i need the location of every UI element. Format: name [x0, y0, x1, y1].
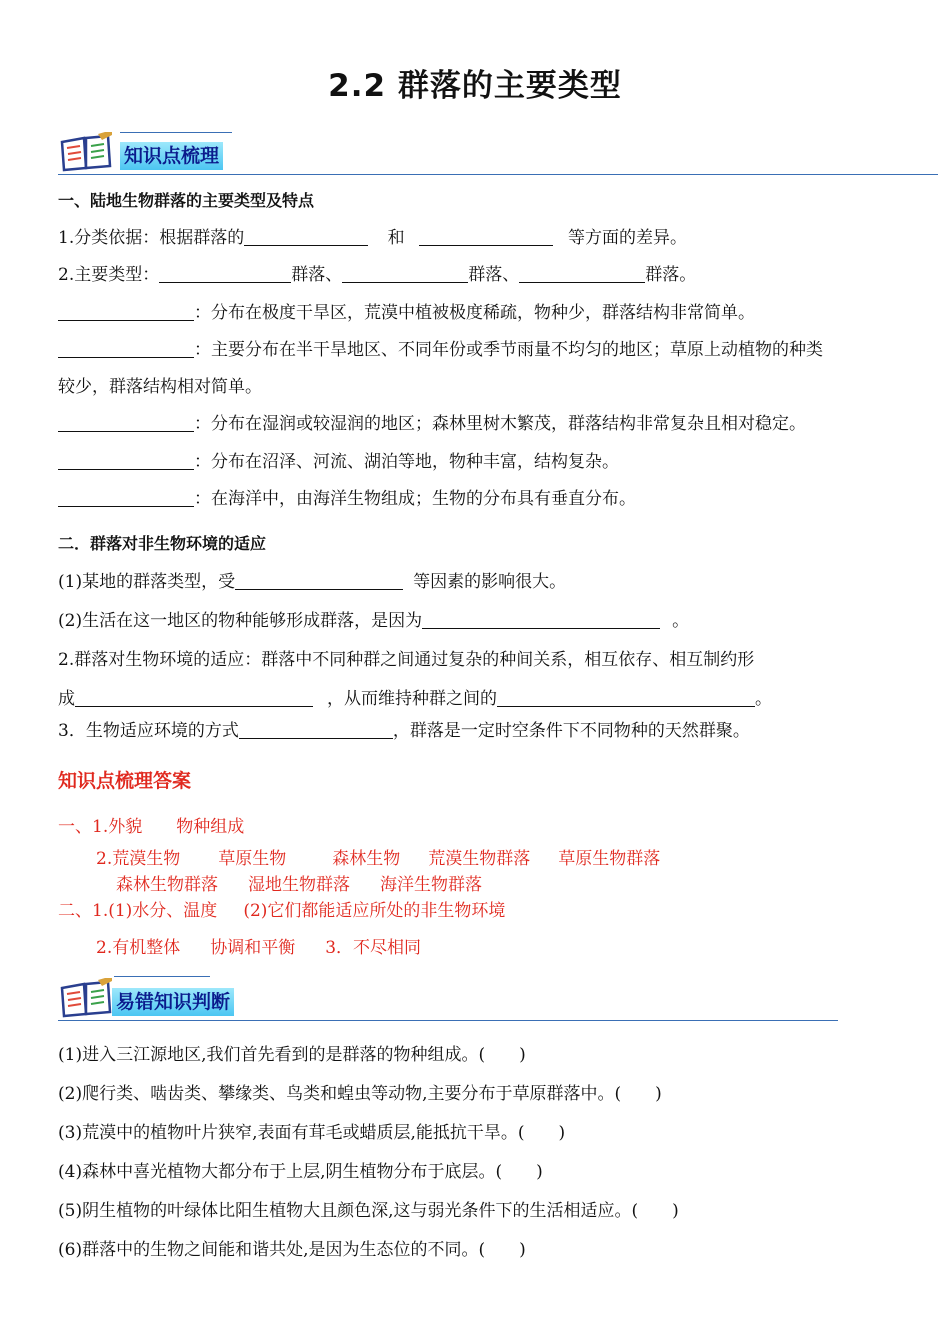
- text-line: 较少，群落结构相对简单。: [58, 377, 262, 397]
- text-line: ：分布在湿润或较湿润的地区；森林里树木繁茂，群落结构非常复杂且相对稳定。: [58, 413, 806, 435]
- answer-row: 2.荒漠生物 草原生物 森林生物 荒漠生物群落 草原生物群落: [96, 849, 661, 869]
- answer-row: 森林生物群落 湿地生物群落 海洋生物群落: [116, 875, 482, 895]
- banner-label: 知识点梳理: [120, 142, 223, 170]
- text-line: ：在海洋中，由海洋生物组成；生物的分布具有垂直分布。: [58, 488, 636, 510]
- section-heading: 一、陆地生物群落的主要类型及特点: [58, 191, 315, 210]
- page-title: 2.2 群落的主要类型: [328, 68, 622, 104]
- judgment-item: (4)森林中喜光植物大都分布于上层,阴生植物分布于底层。( ): [58, 1162, 543, 1182]
- text-line: 2.群落对生物环境的适应：群落中不同种群之间通过复杂的种间关系，相互依存、相互制约形: [58, 650, 755, 670]
- answer-row: 二、1.(1)水分、温度 (2)它们都能适应所处的非生物环境: [58, 901, 506, 921]
- section-heading: 二．群落对非生物环境的适应: [58, 534, 267, 553]
- text-line: ：分布在沼泽、河流、湖泊等地，物种丰富，结构复杂。: [58, 451, 619, 473]
- text-line: 1.分类依据：根据群落的 和 等方面的差异。: [58, 228, 688, 248]
- answers-title: 知识点梳理答案: [58, 770, 192, 792]
- text-line: 3．生物适应环境的方式 ，群落是一定时空条件下不同物种的天然群聚。: [58, 721, 750, 741]
- banner-label: 易错知识判断: [112, 988, 234, 1016]
- open-book-icon: [58, 978, 114, 1018]
- text-line: 成 ，从而维持种群之间的 。: [58, 689, 772, 709]
- judgment-item: (5)阴生植物的叶绿体比阳生植物大且颜色深,这与弱光条件下的生活相适应。( ): [58, 1201, 679, 1221]
- open-book-icon: [58, 132, 114, 172]
- text-line: ：主要分布在半干旱地区、不同年份或季节雨量不均匀的地区；草原上动植物的种类: [58, 339, 823, 361]
- text-line: (1)某地的群落类型，受 等因素的影响很大。: [58, 572, 567, 592]
- judgment-item: (3)荒漠中的植物叶片狭窄,表面有茸毛或蜡质层,能抵抗干旱。( ): [58, 1123, 566, 1143]
- judgment-item: (1)进入三江源地区,我们首先看到的是群落的物种组成。( ): [58, 1045, 526, 1065]
- text-line: ：分布在极度干旱区，荒漠中植被极度稀疏，物种少，群落结构非常简单。: [58, 302, 755, 324]
- section-banner-judgment: [58, 972, 838, 1022]
- judgment-item: (2)爬行类、啮齿类、攀缘类、鸟类和蝗虫等动物,主要分布于草原群落中。( ): [58, 1084, 662, 1104]
- answer-row: 一、1.外貌 物种组成: [58, 817, 245, 837]
- answer-row: 2.有机整体 协调和平衡 3．不尽相同: [96, 938, 422, 958]
- judgment-item: (6)群落中的生物之间能和谐共处,是因为生态位的不同。( ): [58, 1240, 526, 1260]
- text-line: (2)生活在这一地区的物种能够形成群落，是因为 。: [58, 611, 690, 631]
- text-line: 2.主要类型： 群落、 群落、 群落。: [58, 265, 697, 285]
- section-banner-knowledge: [58, 128, 938, 176]
